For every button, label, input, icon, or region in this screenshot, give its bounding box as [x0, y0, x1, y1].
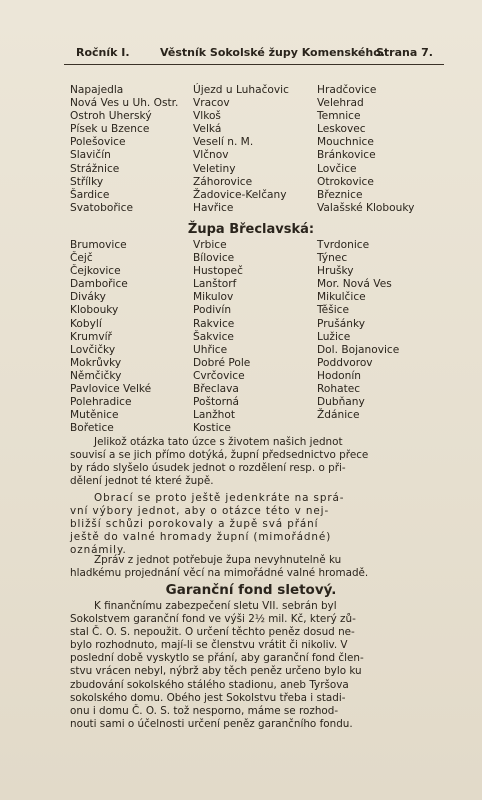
text-line: Jelikož otázka tato úzce s životem našich jednot: [94, 436, 343, 448]
town-name: Veletiny: [193, 162, 236, 175]
town-name: Bránkovice: [317, 149, 376, 162]
town-name: Kostice: [193, 422, 231, 435]
header-rule: [64, 64, 444, 65]
town-name: Lovčičky: [70, 343, 116, 356]
town-name: Němčičky: [70, 369, 122, 382]
volume-label: Ročník I.: [76, 46, 130, 59]
town-name: Temnice: [317, 110, 361, 123]
town-name: Písek u Bzence: [70, 123, 150, 136]
town-name: Hustopeč: [193, 265, 243, 278]
town-name: Velehrad: [317, 97, 364, 110]
town-name: Dambořice: [70, 278, 128, 291]
town-name: Prušánky: [317, 317, 366, 330]
paragraph-reports: [70, 554, 440, 580]
town-name: Lanžhot: [193, 409, 236, 422]
town-name: Mouchnice: [317, 136, 374, 149]
town-name: Březnice: [317, 188, 363, 201]
paragraph-guarantee-fund: [70, 600, 440, 731]
town-column-1: [70, 84, 178, 215]
town-name: Poštorná: [193, 396, 240, 409]
text-line: poslední době vyskytlo se přání, aby garanční fond člen-: [70, 652, 364, 665]
town-name: Diváky: [70, 291, 106, 304]
town-name: Velká: [193, 123, 222, 136]
town-name: Lanštorf: [193, 278, 237, 291]
town-column-2: [193, 239, 250, 435]
town-name: Leskovec: [317, 123, 366, 136]
text-line: onu i domu Č. O. S. tož nesporno, máme se rozhod-: [70, 704, 339, 717]
town-name: Újezd u Luhačovic: [193, 84, 289, 96]
text-line: stvu vrácen nebyl, nýbrž aby těch peněz určeno bylo ku: [70, 665, 362, 678]
text-line: oznámily.: [70, 544, 127, 557]
town-name: Svatobořice: [70, 201, 133, 214]
section-heading: Župa Břeclavská:: [187, 222, 315, 237]
town-name: Krumvíř: [70, 330, 112, 343]
town-name: Strážnice: [70, 162, 120, 175]
text-line: bližší schůzi porokovaly a župě svá přání: [70, 518, 319, 531]
town-name: Hradčovice: [317, 84, 377, 96]
text-line: vní výbory jednot, aby o otázce této v nej-: [70, 505, 330, 518]
town-name: Tvrdonice: [317, 239, 370, 251]
town-name: Vlkoš: [193, 110, 221, 123]
text-line: ještě do valné hromady župní (mimořádné): [70, 531, 332, 544]
town-name: Podivín: [193, 304, 232, 317]
text-line: by rádo slyšelo úsudek jednot o rozdělení resp. o při-: [70, 462, 346, 475]
text-line: souvisí a se jich přímo dotýká, župní předsednictvo přece: [70, 449, 369, 462]
town-name: Mor. Nová Ves: [317, 278, 392, 291]
town-name: Uhřice: [193, 343, 228, 356]
town-name: Vrbice: [193, 239, 227, 251]
town-name: Slavičín: [70, 149, 111, 162]
town-name: Rohatec: [317, 383, 361, 396]
town-name: Polehradice: [70, 396, 132, 409]
town-name: Čejkovice: [70, 265, 121, 278]
town-name: Veselí n. M.: [193, 136, 254, 149]
town-name: Ostroh Uherský: [70, 110, 152, 123]
text-line: Sokolstvem garanční fond ve výši 2½ mil. Kč, který zů-: [70, 613, 356, 626]
town-name: Pavlovice Velké: [70, 383, 152, 396]
town-name: Mokrůvky: [70, 356, 122, 369]
town-name: Ždánice: [317, 409, 360, 422]
town-name: Polešovice: [70, 136, 126, 149]
text-line: dělení jednot té které župě.: [70, 475, 214, 488]
town-name: Rakvice: [193, 317, 235, 330]
text-line: K finančnímu zabezpečení sletu VII. sebrán byl: [94, 600, 337, 612]
paragraph-jednoty: [70, 436, 440, 488]
town-name: Šakvice: [193, 330, 234, 343]
text-line: Zpráv z jednot potřebuje župa nevyhnutelně ku: [94, 554, 342, 566]
town-name: Kobylí: [70, 317, 102, 330]
town-name: Mutěnice: [70, 409, 119, 422]
town-name: Vlčnov: [193, 149, 229, 162]
town-name: Čejč: [70, 252, 93, 265]
town-name: Záhorovice: [193, 175, 253, 188]
town-name: Lovčice: [317, 162, 357, 175]
town-name: Dol. Bojanovice: [317, 343, 400, 356]
town-name: Vracov: [193, 97, 230, 110]
town-name: Bílovice: [193, 252, 235, 265]
town-name: Dubňany: [317, 396, 365, 409]
town-name: Dobré Pole: [193, 356, 251, 369]
text-line: Obrací se proto ještě jedenkráte na sprá-: [94, 492, 345, 504]
town-name: Týnec: [317, 252, 348, 265]
text-line: zbudování sokolského stálého stadionu, aneb Tyršova: [70, 678, 349, 691]
town-name: Šardice: [70, 188, 110, 201]
town-name: Valašské Klobouky: [317, 201, 415, 214]
town-name: Mikulčice: [317, 291, 366, 304]
section-heading: Garanční fond sletový.: [165, 582, 337, 598]
page-number: Strana 7.: [376, 46, 433, 59]
town-name: Hodonín: [317, 369, 362, 382]
town-name: Otrokovice: [317, 175, 374, 188]
text-line: stal Č. O. S. nepoužit. O určení těchto peněz dosud ne-: [70, 626, 355, 639]
town-name: Klobouky: [70, 304, 119, 317]
town-name: Bořetice: [70, 422, 114, 435]
text-line: nouti sami o účelnosti určení peněz garančního fondu.: [70, 717, 353, 730]
town-name: Poddvorov: [317, 356, 373, 369]
town-name: Brumovice: [70, 239, 127, 251]
text-line: bylo rozhodnuto, mají-li se členstvu vrátit či nikoliv. V: [70, 639, 348, 652]
paragraph-request: [70, 492, 440, 557]
town-name: Nová Ves u Uh. Ostr.: [70, 97, 179, 110]
town-column-3: [317, 84, 414, 215]
town-name: Napajedla: [70, 84, 124, 96]
town-name: Břeclava: [193, 383, 239, 396]
town-column-1: [70, 239, 151, 435]
town-name: Těšice: [317, 304, 349, 317]
town-name: Cvrčovice: [193, 369, 245, 382]
town-name: Lužice: [317, 330, 351, 343]
town-name: Hrušky: [317, 265, 354, 278]
town-name: Střílky: [70, 175, 104, 188]
page-header: [0, 46, 482, 66]
journal-title: Věstník Sokolské župy Komenského.: [160, 46, 385, 59]
town-name: Havřice: [193, 201, 234, 214]
text-line: sokolského domu. Obého jest Sokolstvu třeba i stadi-: [70, 691, 346, 704]
town-name: Žadovice-Kelčany: [193, 188, 287, 201]
town-name: Mikulov: [193, 291, 234, 304]
town-column-3: [317, 239, 399, 422]
text-line: hladkému projednání věcí na mimořádné valné hromadě.: [70, 567, 369, 580]
town-column-2: [193, 84, 289, 215]
